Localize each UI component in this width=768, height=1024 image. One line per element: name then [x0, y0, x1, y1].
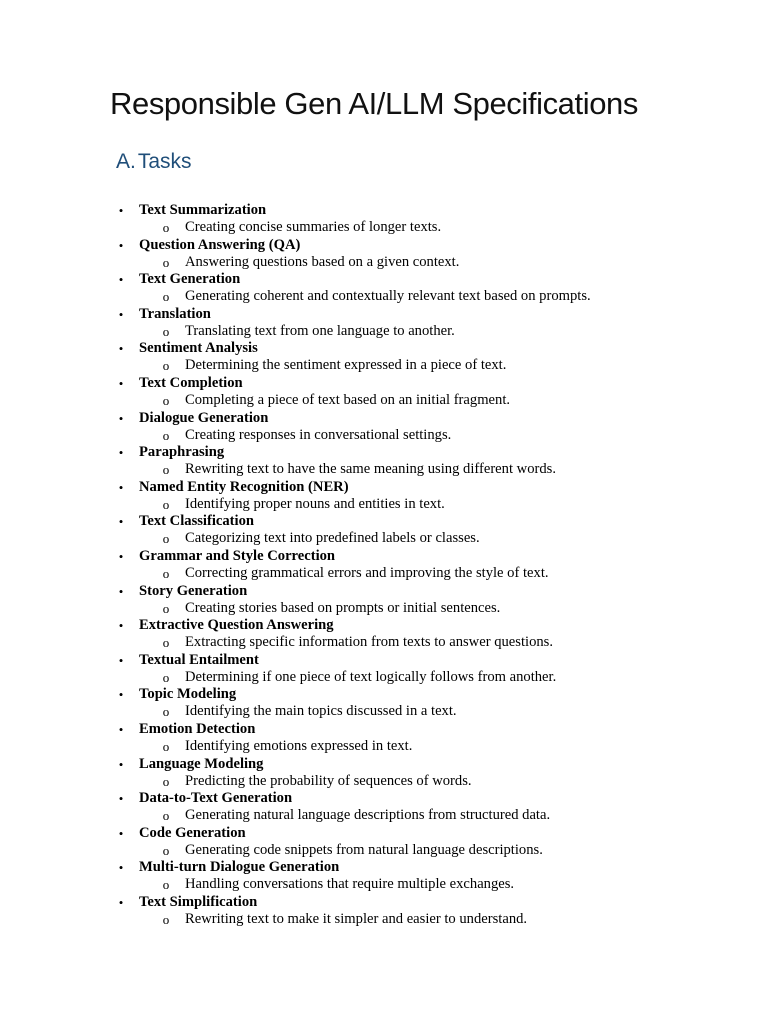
- bullet-icon: •: [118, 445, 124, 461]
- task-description: Determining the sentiment expressed in a piece of text.: [185, 357, 507, 374]
- list-item: [114, 894, 734, 929]
- sub-bullet-icon: o: [162, 773, 170, 789]
- task-description: Handling conversations that require multiple exchanges.: [185, 876, 515, 893]
- task-line: [114, 375, 734, 392]
- task-description: Determining if one piece of text logically follows from another.: [185, 668, 557, 685]
- sub-bullet-icon: o: [162, 496, 170, 512]
- task-description: Identifying emotions expressed in text.: [185, 737, 413, 754]
- task-line: [114, 237, 734, 254]
- task-line: [114, 583, 734, 600]
- task-line: [114, 410, 734, 427]
- bullet-icon: •: [118, 894, 124, 910]
- task-description-line: [114, 703, 734, 721]
- bullet-icon: •: [118, 721, 124, 737]
- task-name: Text Simplification: [139, 893, 258, 910]
- bullet-icon: •: [118, 825, 124, 841]
- bullet-icon: •: [118, 341, 124, 357]
- list-item: [114, 444, 734, 479]
- bullet-icon: •: [118, 203, 124, 218]
- task-description: Extracting specific information from texts to answer questions.: [185, 634, 553, 651]
- task-name: Text Classification: [139, 513, 254, 530]
- sub-bullet-icon: o: [162, 220, 170, 235]
- task-description-line: [114, 254, 734, 272]
- bullet-icon: •: [118, 514, 124, 530]
- list-item: [114, 652, 734, 687]
- task-description-line: [114, 773, 734, 791]
- task-description-line: [114, 392, 734, 410]
- task-name: Sentiment Analysis: [139, 340, 258, 357]
- task-description: Rewriting text to make it simpler and easier to understand.: [185, 910, 528, 927]
- task-name: Story Generation: [139, 582, 248, 599]
- task-name: Emotion Detection: [139, 720, 256, 737]
- task-name: Named Entity Recognition (NER): [139, 478, 349, 495]
- task-name: Multi-turn Dialogue Generation: [139, 859, 340, 876]
- task-description: Rewriting text to have the same meaning using different words.: [185, 461, 556, 478]
- task-line: [114, 306, 734, 323]
- task-description: Identifying the main topics discussed in a text.: [185, 703, 457, 720]
- task-line: [114, 202, 734, 219]
- bullet-icon: •: [118, 860, 124, 876]
- task-description: Correcting grammatical errors and improving the style of text.: [185, 564, 549, 581]
- bullet-icon: •: [118, 375, 124, 391]
- task-list: [114, 202, 734, 928]
- list-item: [114, 202, 734, 237]
- sub-bullet-icon: o: [162, 808, 170, 824]
- bullet-icon: •: [118, 618, 124, 634]
- sub-bullet-icon: o: [162, 842, 170, 858]
- task-line: [114, 340, 734, 357]
- sub-bullet-icon: o: [162, 392, 170, 408]
- task-name: Textual Entailment: [139, 651, 259, 668]
- task-description-line: [114, 288, 734, 306]
- task-description-line: [114, 461, 734, 479]
- task-name: Text Generation: [139, 271, 241, 288]
- task-name: Translation: [139, 305, 211, 322]
- list-item: [114, 410, 734, 445]
- list-item: [114, 617, 734, 652]
- bullet-icon: •: [118, 791, 124, 807]
- task-line: [114, 617, 734, 634]
- sub-bullet-icon: o: [162, 911, 170, 927]
- list-item: [114, 340, 734, 375]
- list-item: [114, 271, 734, 306]
- task-line: [114, 548, 734, 565]
- sub-bullet-icon: o: [162, 738, 170, 754]
- bullet-icon: •: [118, 756, 124, 772]
- task-name: Topic Modeling: [139, 686, 237, 703]
- list-item: [114, 721, 734, 756]
- task-line: [114, 825, 734, 842]
- sub-bullet-icon: o: [162, 462, 170, 478]
- task-description-line: [114, 634, 734, 652]
- list-item: [114, 825, 734, 860]
- task-description: Generating coherent and contextually relevant text based on prompts.: [185, 288, 591, 305]
- sub-bullet-icon: o: [162, 565, 170, 581]
- task-description-line: [114, 323, 734, 341]
- list-item: [114, 237, 734, 272]
- list-item: [114, 548, 734, 583]
- list-item: [114, 790, 734, 825]
- task-name: Text Completion: [139, 374, 243, 391]
- task-description-line: [114, 669, 734, 687]
- task-name: Grammar and Style Correction: [139, 547, 336, 564]
- list-item: [114, 583, 734, 618]
- bullet-icon: •: [118, 272, 124, 288]
- task-line: [114, 271, 734, 288]
- sub-bullet-icon: o: [162, 877, 170, 893]
- task-description: Creating concise summaries of longer texts.: [185, 219, 442, 235]
- task-description-line: [114, 876, 734, 894]
- section-heading: [116, 150, 192, 174]
- bullet-icon: •: [118, 306, 124, 322]
- task-description: Creating stories based on prompts or initial sentences.: [185, 599, 501, 616]
- task-description: Answering questions based on a given context.: [185, 253, 460, 270]
- task-description-line: [114, 911, 734, 929]
- task-description-line: [114, 600, 734, 618]
- sub-bullet-icon: o: [162, 531, 170, 547]
- task-description-line: [114, 427, 734, 445]
- task-description: Generating natural language descriptions from structured data.: [185, 807, 551, 824]
- task-line: [114, 894, 734, 911]
- sub-bullet-icon: o: [162, 254, 170, 270]
- task-name: Text Summarization: [139, 202, 267, 218]
- sub-bullet-icon: o: [162, 669, 170, 685]
- task-description: Translating text from one language to another.: [185, 322, 455, 339]
- task-line: [114, 790, 734, 807]
- task-description-line: [114, 738, 734, 756]
- list-item: [114, 859, 734, 894]
- sub-bullet-icon: o: [162, 600, 170, 616]
- task-description-line: [114, 357, 734, 375]
- section-number: A.: [116, 150, 136, 173]
- task-line: [114, 444, 734, 461]
- task-description-line: [114, 219, 734, 237]
- task-name: Data-to-Text Generation: [139, 790, 293, 807]
- task-name: Paraphrasing: [139, 444, 225, 461]
- task-description: Identifying proper nouns and entities in text.: [185, 495, 445, 512]
- task-name: Extractive Question Answering: [139, 617, 334, 634]
- list-item: [114, 686, 734, 721]
- task-description-line: [114, 842, 734, 860]
- list-item: [114, 375, 734, 410]
- task-description-line: [114, 496, 734, 514]
- task-line: [114, 652, 734, 669]
- task-description-line: [114, 807, 734, 825]
- task-name: Dialogue Generation: [139, 409, 269, 426]
- list-item: [114, 306, 734, 341]
- task-description: Creating responses in conversational settings.: [185, 426, 452, 443]
- sub-bullet-icon: o: [162, 427, 170, 443]
- task-name: Language Modeling: [139, 755, 264, 772]
- task-line: [114, 756, 734, 773]
- task-description: Categorizing text into predefined labels or classes.: [185, 530, 480, 547]
- task-description-line: [114, 565, 734, 583]
- bullet-icon: •: [118, 548, 124, 564]
- task-description: Completing a piece of text based on an initial fragment.: [185, 391, 511, 408]
- task-line: [114, 479, 734, 496]
- task-description-line: [114, 530, 734, 548]
- sub-bullet-icon: o: [162, 358, 170, 374]
- task-description: Predicting the probability of sequences of words.: [185, 772, 472, 789]
- list-item: [114, 756, 734, 791]
- section-title: Tasks: [137, 150, 192, 173]
- bullet-icon: •: [118, 479, 124, 495]
- task-line: [114, 513, 734, 530]
- sub-bullet-icon: o: [162, 635, 170, 651]
- bullet-icon: •: [118, 652, 124, 668]
- bullet-icon: •: [118, 237, 124, 253]
- task-line: [114, 859, 734, 876]
- task-description: Generating code snippets from natural language descriptions.: [185, 841, 543, 858]
- task-name: Code Generation: [139, 824, 246, 841]
- task-line: [114, 721, 734, 738]
- sub-bullet-icon: o: [162, 704, 170, 720]
- task-line: [114, 686, 734, 703]
- bullet-icon: •: [118, 410, 124, 426]
- sub-bullet-icon: o: [162, 323, 170, 339]
- bullet-icon: •: [118, 583, 124, 599]
- bullet-icon: •: [118, 687, 124, 703]
- sub-bullet-icon: o: [162, 289, 170, 305]
- document-title: Responsible Gen AI/LLM Specifications: [110, 86, 639, 121]
- list-item: [114, 479, 734, 514]
- list-item: [114, 513, 734, 548]
- task-name: Question Answering (QA): [139, 236, 301, 253]
